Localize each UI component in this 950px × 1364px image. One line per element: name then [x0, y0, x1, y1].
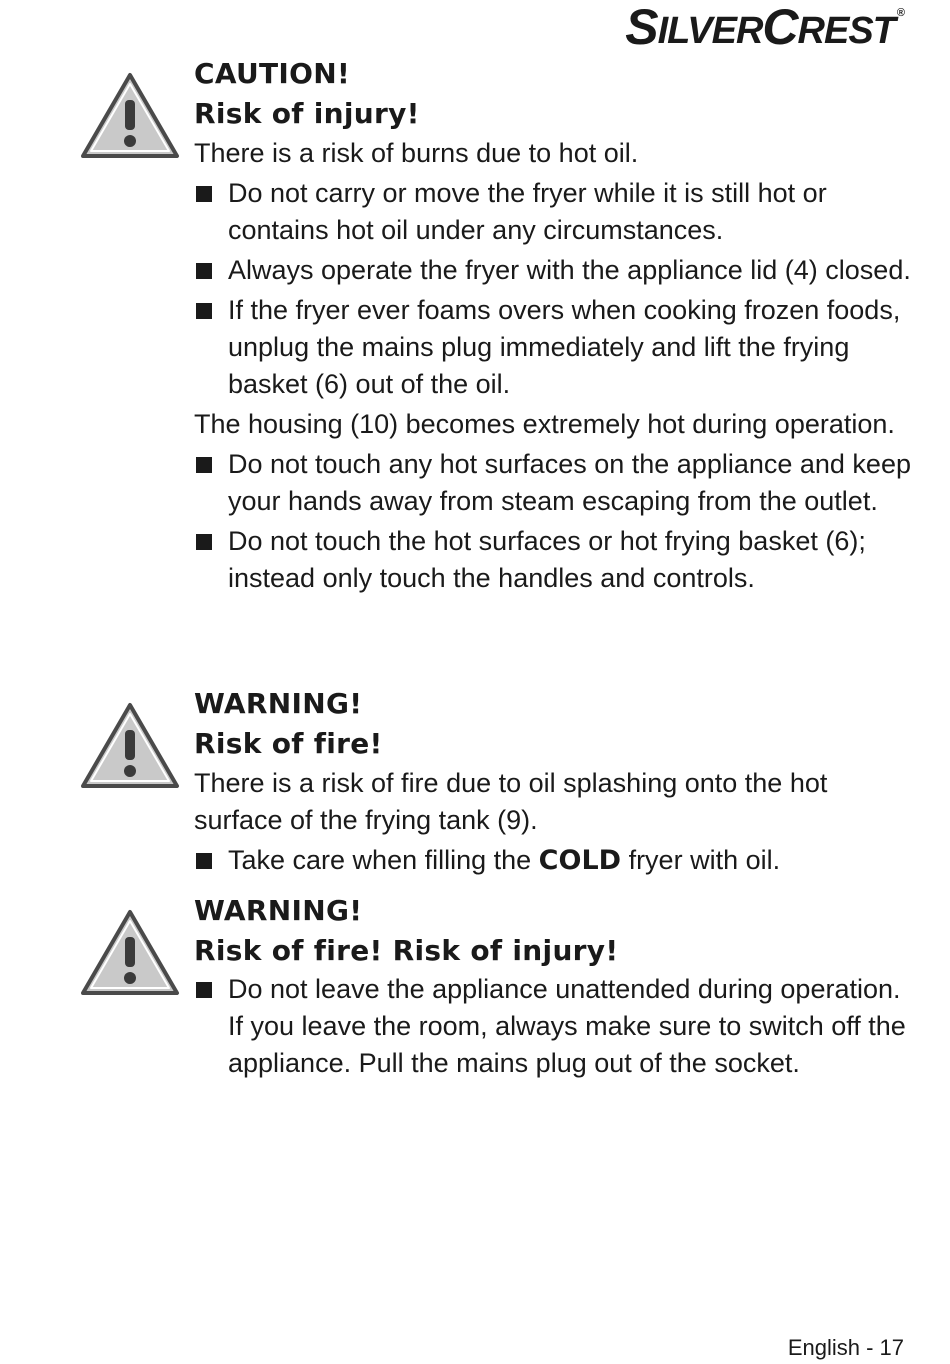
registered-mark: ® [896, 7, 904, 19]
list-item [194, 523, 914, 597]
bullet-square-icon [196, 303, 212, 319]
list-item [194, 971, 914, 1082]
bullet-square-icon [196, 186, 212, 202]
risk-heading: Risk of injury! [194, 97, 420, 130]
paragraph: The housing (10) becomes extremely hot during operation. [194, 409, 895, 439]
page-number: English - 17 [787, 1335, 904, 1360]
list-item [194, 446, 914, 520]
emphasis-text: COLD [538, 845, 622, 876]
warning-heading: WARNING! [194, 687, 363, 720]
logo-letter: S [625, 0, 658, 55]
warning-triangle-icon [80, 702, 180, 790]
logo-letter: C [762, 0, 798, 55]
risk-heading: Risk of fire! [194, 727, 383, 760]
logo-text: ILVER [657, 10, 763, 52]
bullet-square-icon [196, 982, 212, 998]
bullet-square-icon [196, 263, 212, 279]
caution-heading: CAUTION! [194, 57, 351, 90]
list-item [194, 842, 914, 879]
risk-heading: Risk of fire! Risk of injury! [194, 934, 619, 967]
list-item-text: Do not carry or move the fryer while it is still hot or contains hot oil under any circumstances. [228, 178, 827, 245]
list-item-text: Do not touch the hot surfaces or hot frying basket (6); instead only touch the handles and controls. [228, 526, 866, 593]
list-item-text: fryer with oil. [621, 845, 781, 875]
list-item-text: Take care when filling the [228, 845, 539, 875]
list-item-text: Do not touch any hot surfaces on the appliance and keep your hands away from steam escaping from the outlet. [228, 449, 911, 516]
warning-triangle-icon [80, 72, 180, 160]
bullet-square-icon [196, 457, 212, 473]
bullet-square-icon [196, 853, 212, 869]
warning-heading: WARNING! [194, 894, 363, 927]
list-item [194, 175, 914, 249]
list-item [194, 252, 914, 289]
brand-logo [625, 0, 904, 55]
paragraph: There is a risk of fire due to oil splashing onto the hot surface of the frying tank (9). [194, 768, 828, 835]
logo-text: REST [797, 10, 895, 52]
list-item [194, 292, 914, 403]
warning-triangle-icon [80, 909, 180, 997]
list-item-text: If the fryer ever foams overs when cooking frozen foods, unplug the mains plug immediately and lift the frying basket (6) out of the oil. [228, 295, 901, 399]
list-item-text: Do not leave the appliance unattended during operation. If you leave the room, always make sure to switch off the appliance. Pull the mains plug out of the socket. [228, 974, 906, 1078]
bullet-square-icon [196, 534, 212, 550]
list-item-text: Always operate the fryer with the appliance lid (4) closed. [228, 255, 911, 285]
paragraph: There is a risk of burns due to hot oil. [194, 138, 639, 168]
